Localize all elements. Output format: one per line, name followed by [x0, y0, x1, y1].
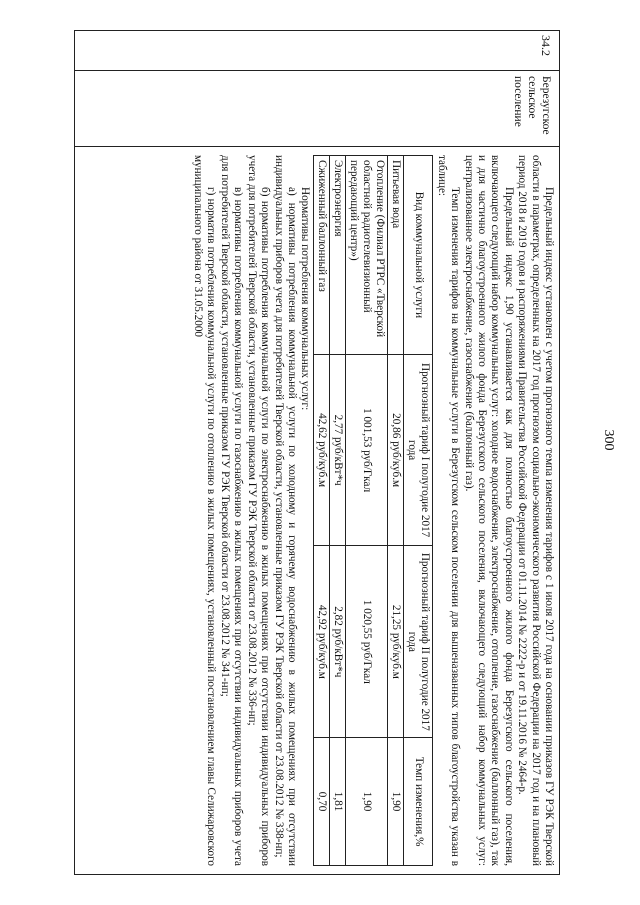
cell-service: Электроэнергия	[330, 156, 346, 355]
cell-tariff-h1: 2,77 руб/кВт*ч	[330, 354, 346, 546]
norms-intro: Нормативы потребления коммунальных услуг:	[299, 187, 312, 411]
rotated-page-content	[10, 30, 570, 875]
cell-service: Питьевая вода	[388, 156, 404, 355]
norm-item-electricity: б) нормативы потребления коммунальной услуги по электроснабжению в жилых помещениях при отсутствии индивидуальных приборов учета для потребителей Тверской области, установленные приказом ГУ РЭК Тверской области от 23.08.2012 № 336-нп;	[245, 155, 272, 866]
norm-item-heating: г) норматив потребления коммунальной услуги по отоплению в жилых помещениях, установленный постановлением главы Селижаровского муниципального района от 31.05.2000	[192, 155, 218, 866]
row-number: 34.2	[75, 31, 559, 71]
header-tariff-h1: Прогнозный тариф I полугодие 2017 года	[404, 354, 433, 546]
tariff-table	[313, 155, 433, 866]
table-row	[346, 156, 388, 866]
table-row	[330, 156, 346, 866]
paragraph-index-scope: Предельный индекс 1,90 устанавливается как для полностью благоустроенного жилого фонда Березугского сельского поселения, включающего следующий набор коммунальных услуг: холодное водоснабжение, электроснабжение, отопление, газоснабжение (баллонный газ), так и для частично благоустроенного жилого фонда Березугского сельского поселения, включающего следующий набор коммунальных услуг: централизованное электроснабжение, газоснабжение (баллонный газ).	[462, 155, 515, 866]
table-row	[388, 156, 404, 866]
cell-tariff-h1: 1 001,53 руб/Гкал	[346, 354, 388, 546]
cell-tariff-h1: 20,86 руб/куб.м	[388, 354, 404, 546]
cell-tariff-h2: 42,92 руб/куб.м	[314, 546, 330, 738]
cell-service: Сжиженный баллонный газ	[314, 156, 330, 355]
page-number: 300	[601, 429, 616, 451]
settlement-name: Березугское сельское поселение	[75, 71, 559, 147]
cell-tariff-h2: 1 020,55 руб/Гкал	[346, 546, 388, 738]
cell-tariff-h2: 2,82 руб/кВт*ч	[330, 546, 346, 738]
paragraph-index-basis: Предельный индекс установлен с учетом прогнозного темпа изменения тарифов с 1 июля 2017 года на основании приказов ГУ РЭК Тверской области в параметрах, определенных на 2017 год прогнозом социально-экономического развития Российской Федерации на 2017 год и на плановый период 2018 и 2019 годов и распоряжениями Правительства Российской Федерации от 01.11.2014 № 2222-р и от 19.11.2016 № 2464-р.	[516, 155, 555, 866]
cell-tariff-h2: 21,25 руб/куб.м	[388, 546, 404, 738]
cell-tariff-h1: 42,62 руб/куб.м	[314, 354, 330, 546]
cell-change-rate: 1,81	[330, 738, 346, 866]
row-content	[75, 147, 559, 874]
header-service: Вид коммунальной услуги	[404, 156, 433, 355]
table-row	[314, 156, 330, 866]
tariff-table-header	[404, 156, 433, 866]
paragraph-table-intro: Темп изменения тарифов на коммунальные услуги в Березугском сельском поселении для вышеназванных типов благоустройства указан в таблице:	[435, 155, 462, 866]
cell-service: Отопление (Филиал РТРС «Тверской областной радиотелевизионный передающий центр»)	[346, 156, 388, 355]
cell-change-rate: 0,70	[314, 738, 330, 866]
cell-change-rate: 1,90	[346, 738, 388, 866]
header-change-rate: Темп изменения,%	[404, 738, 433, 866]
header-tariff-h2: Прогнозный тариф II полугодие 2017 года	[404, 546, 433, 738]
norm-item-water: а) нормативы потребления коммунальной услуги по холодному и горячему водоснабжению в жилых помещениях при отсутствии индивидуальных приборов учета для потребителей Тверской области, установленные приказом ГУ РЭК Тверской области от 23.08.2012 № 338-нп;	[272, 155, 298, 866]
cell-change-rate: 1,90	[388, 738, 404, 866]
document-table-row	[74, 30, 560, 875]
norm-item-gas: в) нормативы потребления коммунальной услуги по газоснабжению в жилых помещениях при отсутствии индивидуальных приборов учета для потребителей Тверской области, установленные приказом ГУ РЭК Тверской области от 23.08.2012 № 341-нп;	[218, 155, 245, 866]
